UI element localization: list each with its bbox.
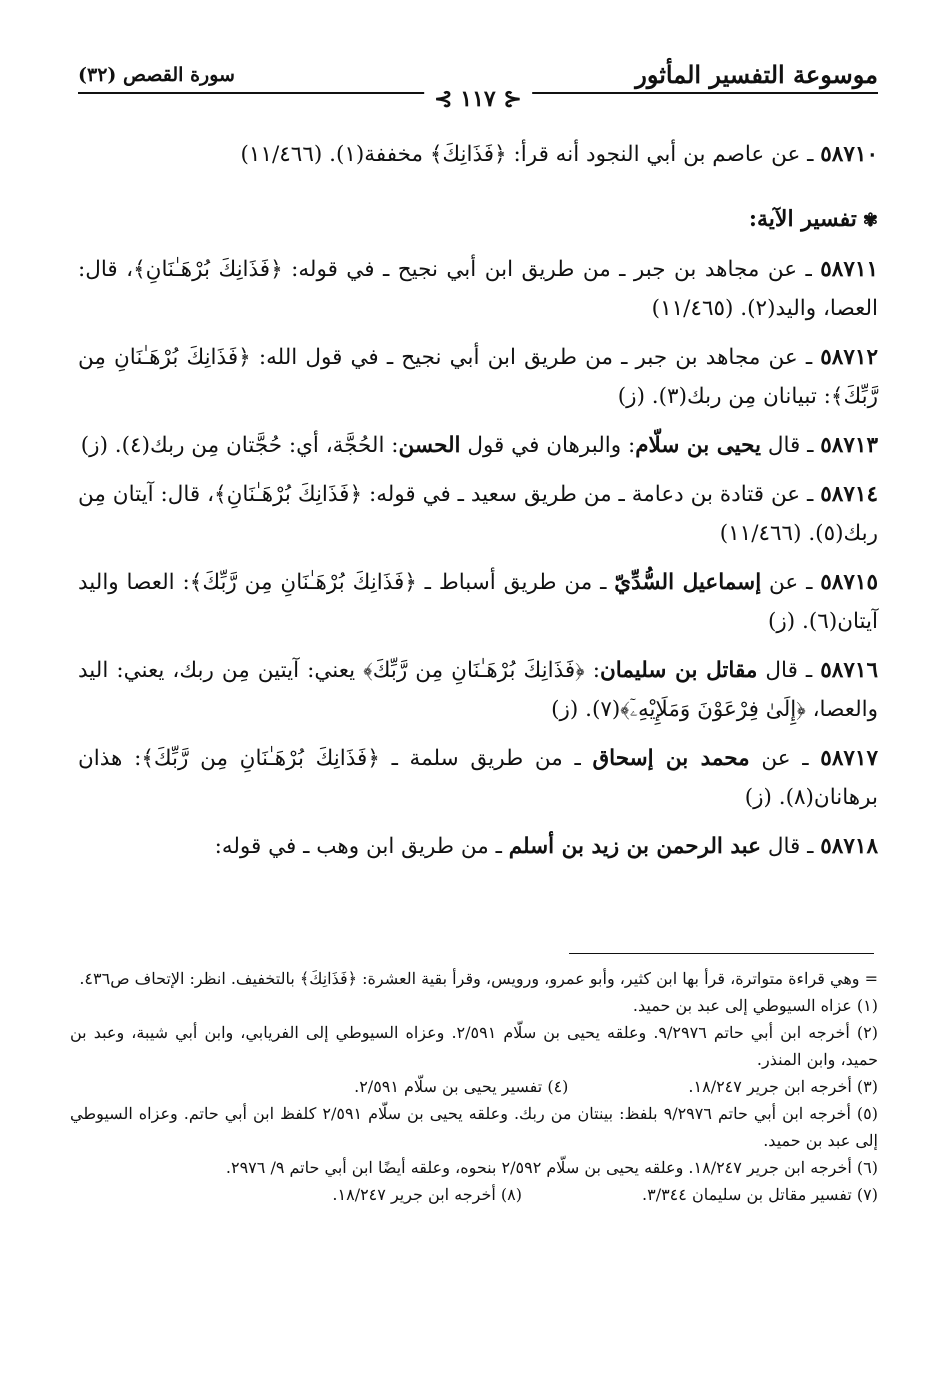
narration-58712 (78, 338, 878, 416)
narrator-name: يحيى بن سلّام (635, 433, 761, 458)
narration-58710 (78, 135, 878, 174)
narration-number: ٥٨٧١٤ (820, 482, 878, 507)
page-number: ⊰ ١١٧ ⊱ (424, 86, 532, 112)
narration-text: ـ عن قتادة بن دعامة ـ من طريق سعيد ـ في قوله: ﴿فَذَانِكَ بُرْهَـٰنَانِ﴾، قال: آيتان مِن ربك(٥). (١١/٤٦٦) (78, 482, 878, 546)
footnote-row-7-8 (70, 1181, 878, 1208)
narration-text: ـ من طريق ابن وهب ـ في قوله: (214, 834, 509, 859)
narration-number: ٥٨٧١٨ (820, 834, 878, 859)
narrator-name-secondary: الحسن (398, 433, 461, 458)
narration-text: ـ عن مجاهد بن جبر ـ من طريق ابن أبي نجيح ـ في قول الله: ﴿فَذَانِكَ بُرْهَـٰنَانِ مِن رَّبِّكَ﴾: تبيانان مِن ربك(٣). (ز) (78, 345, 878, 409)
section-heading (78, 200, 878, 240)
narration-58711 (78, 250, 878, 328)
narration-number: ٥٨٧١١ (820, 257, 878, 282)
section-heading-text: تفسير الآية: (748, 206, 857, 232)
narration-prefix: ـ قال (757, 658, 821, 683)
footnote-continuation: = وهي قراءة متواترة، قرأ بها ابن كثير، وأبو عمرو، ورويس، وقرأ بقية العشرة: ﴿فَذَانِكَ﴾ بالتخفيف. انظر: الإتحاف ص٤٣٦. (79, 969, 878, 988)
narration-text: : الحُجَّة، أي: حُجَّتان مِن ربك(٤). (ز) (80, 433, 399, 458)
footnote-7: (٧) تفسير مقاتل بن سليمان ٣/٣٤٤. (642, 1185, 878, 1204)
flower-icon: ✾ (862, 210, 878, 231)
narration-58714 (78, 475, 878, 553)
narration-text: ـ من طريق سلمة ـ ﴿فَذَانِكَ بُرْهَـٰنَانِ مِن رَّبِّكَ﴾: هذان برهانان(٨). (ز) (78, 746, 878, 810)
footnote-row-3-4 (70, 1073, 878, 1100)
narration-number: ٥٨٧١٥ (820, 570, 878, 595)
narrator-name: عبد الرحمن بن زيد بن أسلم (508, 834, 761, 859)
page-header (78, 58, 878, 112)
narration-text: ـ عن عاصم بن أبي النجود أنه قرأ: ﴿فَذَانِكَ﴾ مخففة(١). (١١/٤٦٦) (240, 142, 821, 167)
footnote-6: (٦) أخرجه ابن جرير ١٨/٢٤٧. وعلقه يحيى بن سلّام ٢/٥٩٢ بنحوه، وعلقه أيضًا ابن أبي حاتم ٩/ ٢٩٧٦. (225, 1158, 878, 1177)
narrator-name: إسماعيل السُّدِّيّ (614, 570, 762, 595)
narration-prefix: ـ عن (749, 746, 821, 771)
narration-text: : ﴿فَذَانِكَ بُرْهَـٰنَانِ مِن رَّبِّكَ﴾ يعني: آيتين مِن ربك، يعني: اليد والعصا، ﴿إِلَىٰ فِرْعَوْنَ وَمَلَإِيْهِۦٓ﴾(٧). (ز) (78, 658, 878, 722)
narration-58716 (78, 651, 878, 729)
narration-number: ٥٨٧١٧ (820, 746, 879, 771)
narration-58717 (78, 739, 878, 817)
narration-text: ـ من طريق أسباط ـ ﴿فَذَانِكَ بُرْهَـٰنَانِ مِن رَّبِّكَ﴾: العصا واليد آيتان(٦). (ز) (78, 570, 878, 634)
footnote-8: (٨) أخرجه ابن جرير ١٨/٢٤٧. (332, 1185, 522, 1204)
narration-number: ٥٨٧١٦ (820, 658, 878, 683)
narration-58713 (78, 426, 878, 465)
narrator-name: مقاتل بن سليمان (600, 658, 758, 683)
footnote-separator (569, 953, 874, 954)
narration-prefix: ـ قال (760, 834, 821, 859)
footnote-5: (٥) أخرجه ابن أبي حاتم ٩/٢٩٧٦ بلفظ: بينتان من ربك. وعلقه يحيى بن سلّام ٢/٥٩١ كلفظ ابن أبي حاتم. وعزاه السيوطي إلى عبد بن حميد. (70, 1104, 879, 1150)
surah-label: سورة القصص (٣٢) (78, 64, 235, 86)
footnote-1: (١) عزاه السيوطي إلى عبد بن حميد. (632, 996, 878, 1015)
narration-number: ٥٨٧١٢ (820, 345, 878, 370)
footnotes (70, 965, 878, 1208)
narration-58715 (78, 563, 878, 641)
footnote-3: (٣) أخرجه ابن جرير ١٨/٢٤٧. (688, 1077, 878, 1096)
narration-prefix: ـ قال (760, 433, 821, 458)
narration-middle: : والبرهان في قول (460, 433, 636, 458)
narration-text: ـ عن مجاهد بن جبر ـ من طريق ابن أبي نجيح ـ في قوله: ﴿فَذَانِكَ بُرْهَـٰنَانِ﴾، قال: العصا، واليد(٢). (١١/٤٦٥) (78, 257, 878, 321)
book-title: موسوعة التفسير المأثور (635, 60, 878, 89)
narration-number: ٥٨٧١٣ (820, 433, 878, 458)
narrator-name: محمد بن إسحاق (592, 746, 750, 771)
narration-prefix: ـ عن (761, 570, 821, 595)
narration-number: ٥٨٧١٠ (820, 142, 878, 167)
page-number-value: ١١٧ (460, 86, 496, 112)
main-text (78, 135, 878, 876)
footnote-4: (٤) تفسير يحيى بن سلّام ٢/٥٩١. (354, 1077, 569, 1096)
narration-58718 (78, 827, 878, 866)
footnote-2: (٢) أخرجه ابن أبي حاتم ٩/٢٩٧٦. وعلقه يحيى بن سلّام ٢/٥٩١. وعزاه السيوطي إلى الفريابي، وابن أبي شيبة، وعبد بن حميد، وابن المنذر. (70, 1023, 879, 1069)
